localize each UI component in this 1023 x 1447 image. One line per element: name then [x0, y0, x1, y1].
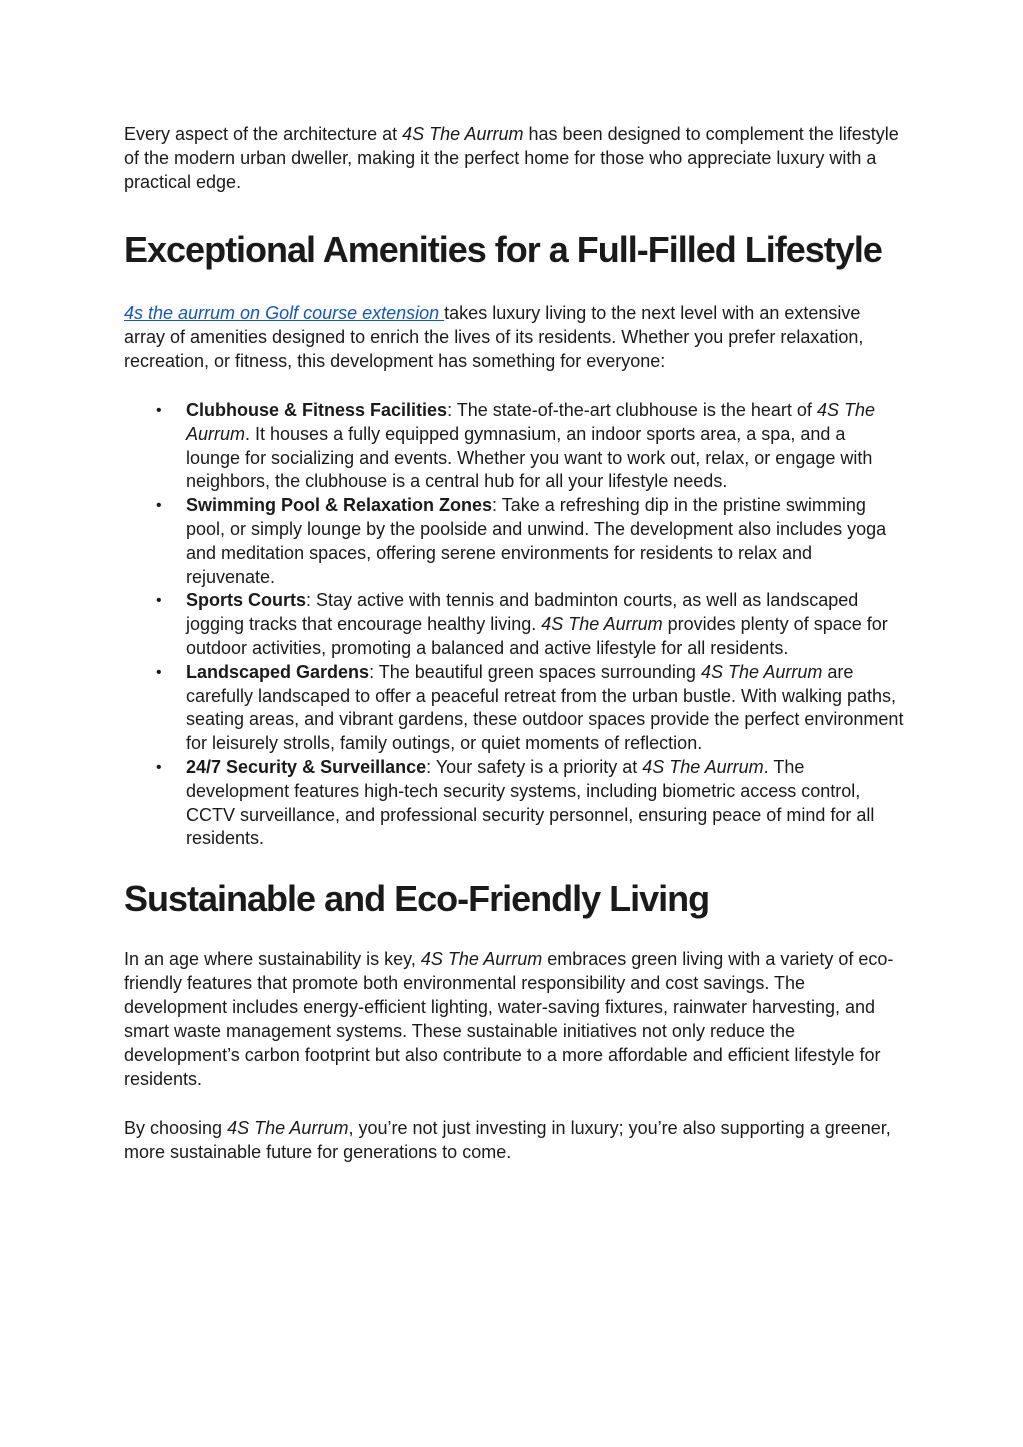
eco-project-name: 4S The Aurrum — [420, 949, 543, 970]
eco-text-2: embraces green living with a variety of eco-friendly features that promote both environmental responsibility and cost savings. The development includes energy-efficient lighting, water-saving fixtures, rainwater harvesting, and smart waste management systems. These sustainable initiatives not only reduce the development’s carbon footprint but also contribute to a more affordable and efficient lifestyle for residents. — [124, 949, 894, 1090]
golf-course-extension-link[interactable]: 4s the aurrum on Golf course extension — [124, 303, 445, 323]
item-text: : Stay active with tennis and badminton courts, as well as landscaped jogging tracks that encourage healthy living. — [186, 590, 859, 635]
list-item-landscaped-gardens — [186, 661, 904, 756]
amenities-paragraph — [124, 301, 904, 373]
intro-paragraph — [124, 122, 904, 194]
item-text: : Your safety is a priority at — [426, 756, 643, 777]
item-text: . It houses a fully equipped gymnasium, an indoor sports area, a spa, and a lounge for socializing and events. Whether you want to work out, relax, or engage with neighbors, the clubhouse is a central hub for all your lifestyle needs. — [186, 423, 873, 492]
item-title: Sports Courts — [186, 590, 307, 611]
item-project-name: 4S The Aurrum — [642, 756, 764, 777]
closing-text-2: , you’re not just investing in luxury; you’re also supporting a greener, more sustainable future for generations to come. — [124, 1118, 891, 1163]
item-title: 24/7 Security & Surveillance — [186, 756, 427, 777]
item-title: Swimming Pool & Relaxation Zones — [186, 495, 493, 516]
item-project-name: 4S The Aurrum — [541, 614, 663, 635]
item-project-name: 4S The Aurrum — [186, 400, 875, 444]
item-text: . The development features high-tech security systems, including biometric access control, CCTV surveillance, and professional security personnel, ensuring peace of mind for all residents. — [186, 756, 875, 849]
list-item-swimming-pool — [186, 494, 904, 589]
closing-paragraph — [124, 1116, 904, 1164]
document-page — [124, 122, 904, 1164]
item-title: Clubhouse & Fitness Facilities — [186, 400, 448, 420]
item-text: : The state-of-the-art clubhouse is the heart of — [447, 400, 817, 420]
amenities-heading: Exceptional Amenities for a Full-Filled Lifestyle — [124, 229, 882, 270]
eco-paragraph — [124, 947, 904, 1091]
item-text: provides plenty of space for outdoor activities, promoting a balanced and active lifestyle for all residents. — [186, 614, 888, 658]
list-item-sports-courts — [186, 589, 904, 660]
intro-project-name: 4S The Aurrum — [402, 124, 524, 144]
list-item-clubhouse — [186, 399, 904, 494]
item-project-name: 4S The Aurrum — [700, 661, 823, 682]
closing-text-1: By choosing — [124, 1118, 228, 1139]
amenities-list — [124, 399, 904, 851]
intro-text-2: has been designed to complement the lifestyle of the modern urban dweller, making it the perfect home for those who appreciate luxury with a practical edge. — [124, 124, 899, 192]
item-text: : Take a refreshing dip in the pristine swimming pool, or simply lounge by the poolside and unwind. The development also includes yoga and meditation spaces, offering serene environments for residents to relax and rejuvenate. — [186, 495, 887, 587]
item-text: : The beautiful green spaces surrounding — [369, 661, 701, 682]
eco-text-1: In an age where sustainability is key, — [124, 949, 421, 970]
item-text: are carefully landscaped to offer a peaceful retreat from the urban bustle. With walking paths, seating areas, and vibrant gardens, these outdoor spaces provide the perfect environment for leisurely strolls, family outings, or quiet moments of reflection. — [186, 661, 904, 754]
eco-heading: Sustainable and Eco-Friendly Living — [124, 878, 710, 920]
intro-text-1: Every aspect of the architecture at — [124, 124, 403, 144]
closing-project-name: 4S The Aurrum — [227, 1118, 349, 1139]
amenities-text: takes luxury living to the next level with an extensive array of amenities designed to enrich the lives of its residents. Whether you prefer relaxation, recreation, or fitness, this development has something for everyone: — [124, 303, 864, 371]
list-item-security — [186, 756, 904, 851]
item-title: Landscaped Gardens — [186, 661, 370, 682]
